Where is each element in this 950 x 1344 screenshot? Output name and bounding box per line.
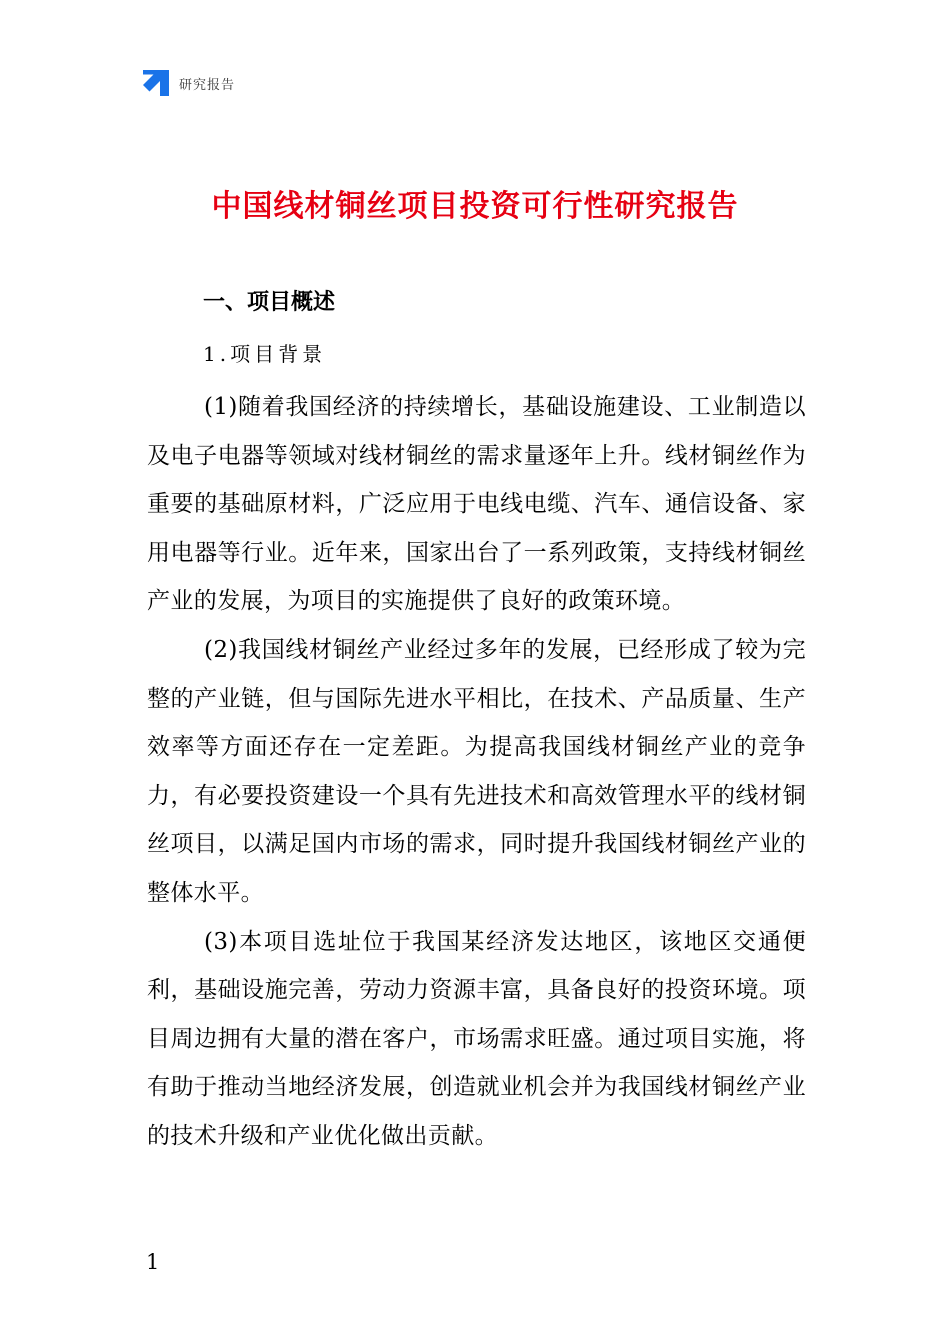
header-label: 研究报告 bbox=[179, 77, 236, 93]
document-body bbox=[147, 383, 806, 1161]
paragraph-3: (3)本项目选址位于我国某经济发达地区，该地区交通便利，基础设施完善，劳动力资源丰富，具备良好的投资环境。项目周边拥有大量的潜在客户，市场需求旺盛。通过项目实施，将有助于推动当地经济发展，创造就业机会并为我国线材铜丝产业的技术升级和产业优化做出贡献。 bbox=[147, 928, 806, 1149]
report-header bbox=[143, 70, 235, 96]
section-heading: 一、项目概述 bbox=[203, 290, 336, 315]
arrow-up-right-icon bbox=[143, 70, 169, 96]
paragraph-1: (1)随着我国经济的持续增长，基础设施建设、工业制造以及电子电器等领域对线材铜丝的需求量逐年上升。线材铜丝作为重要的基础原材料，广泛应用于电线电缆、汽车、通信设备、家用电器等行业。近年来，国家出台了一系列政策，支持线材铜丝产业的发展，为项目的实施提供了良好的政策环境。 bbox=[147, 394, 806, 615]
paragraph-2: (2)我国线材铜丝产业经过多年的发展，已经形成了较为完整的产业链，但与国际先进水平相比，在技术、产品质量、生产效率等方面还存在一定差距。为提高我国线材铜丝产业的竞争力，有必要投资建设一个具有先进技术和高效管理水平的线材铜丝项目，以满足国内市场的需求，同时提升我国线材铜丝产业的整体水平。 bbox=[147, 636, 806, 906]
subsection-heading: 1.项目背景 bbox=[203, 342, 327, 366]
document-title: 中国线材铜丝项目投资可行性研究报告 bbox=[211, 189, 739, 224]
page-number: 1 bbox=[146, 1250, 160, 1274]
